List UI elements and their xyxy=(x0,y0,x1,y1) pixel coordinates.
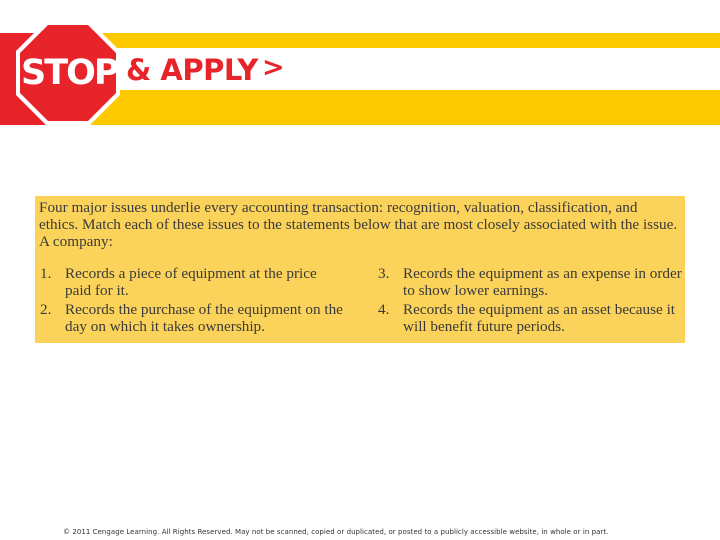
item-number: 1. xyxy=(40,265,52,282)
copyright-footer: © 2011 Cengage Learning. All Rights Reserved. May not be scanned, copied or duplicated, or posted to a publicly accessible website, in whole or in part. xyxy=(63,528,609,536)
apply-label: & APPLY xyxy=(126,53,258,87)
question-box xyxy=(35,196,685,343)
item-number: 3. xyxy=(378,265,390,282)
item-text: Records the equipment as an expense in order to show lower earnings. xyxy=(403,265,682,299)
item-text: Records the purchase of the equipment on the day on which it takes ownership. xyxy=(65,301,343,335)
item-number: 2. xyxy=(40,301,52,318)
item-text: Records a piece of equipment at the price paid for it. xyxy=(65,265,317,299)
item-number: 4. xyxy=(378,301,390,318)
chevron-right-icon: > xyxy=(262,52,285,83)
stop-label: STOP xyxy=(21,53,118,93)
item-text: Records the equipment as an asset because it will benefit future periods. xyxy=(403,301,676,335)
question-intro: Four major issues underlie every accounting transaction: recognition, valuation, classification, and ethics. Match each of these issues to the statements below that are most closely associated with the issue. A company: xyxy=(39,199,678,250)
